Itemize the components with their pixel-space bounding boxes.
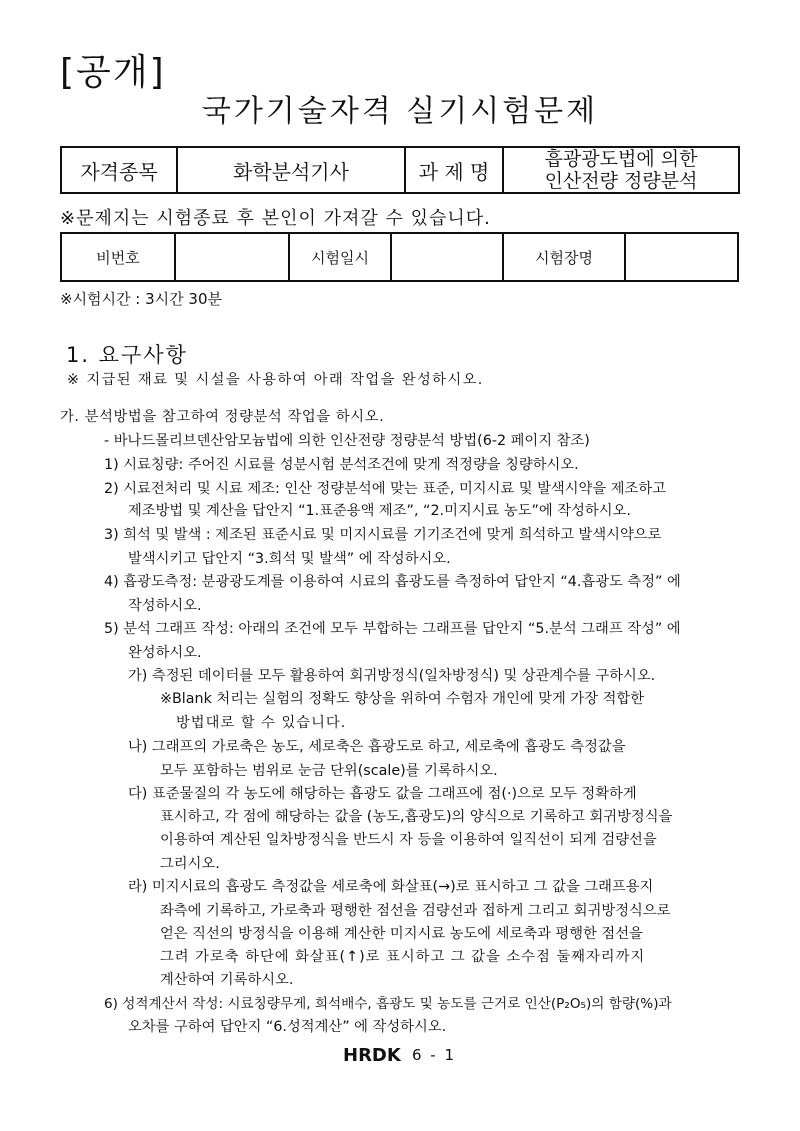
number-label: 비번호 [61,233,175,281]
instruction-line: 5) 분석 그래프 작성: 아래의 조건에 모두 부합하는 그래프를 답안지 “5.분석 그래프 작성” 에 [104,621,681,637]
task-value-line2: 인산전량 정량분석 [544,170,698,192]
instruction-line: 계산하여 기록하시오. [160,972,294,988]
instruction-line: 이용하여 계산된 일차방정식을 반드시 자 등을 이용하여 일직선이 되게 검량선을 [160,832,657,848]
instruction-line: ※ 지급된 재료 및 시설을 사용하여 아래 작업을 완성하시오. [67,372,484,388]
instruction-line: 그려 가로축 하단에 화살표(↑)로 표시하고 그 값을 소수점 둘째자리까지 [160,949,646,965]
instruction-line: 좌측에 기록하고, 가로축과 평행한 점선을 검량선과 접하게 그리고 회귀방정식으로 [160,903,671,919]
task-value-line1: 흡광광도법에 의한 [544,148,698,170]
instruction-line: 방법대로 할 수 있습니다. [176,715,347,731]
page-number: 6 - 1 [412,1046,457,1064]
instruction-line: 발색시키고 답안지 “3.희석 및 발색” 에 작성하시오. [128,551,451,567]
instruction-line: 그리시오. [160,856,220,872]
instruction-line: 얻은 직선의 방정식을 이용해 계산한 미지시료 농도에 세로축과 평행한 점선을 [160,926,643,942]
instruction-line: 6) 성적계산서 작성: 시료칭량무게, 희석배수, 흡광도 및 농도를 근거로 인산(P₂O₅)의 함량(%)과 [104,996,672,1012]
instruction-line: 1) 시료칭량: 주어진 시료를 성분시험 분석조건에 맞게 적정량을 칭량하시오. [104,457,579,473]
instruction-line: 작성하시오. [128,598,202,614]
date-label: 시험일시 [289,233,391,281]
section-title: 1. 요구사항 [66,343,188,367]
instruction-line: 4) 흡광도측정: 분광광도계를 이용하여 시료의 흡광도를 측정하여 답안지 “4.흡광도 측정” 에 [104,574,681,590]
field-label: 자격종목 [61,147,177,193]
header-tag: [공개] [60,52,166,93]
page-title: 국가기술자격 실기시험문제 [201,94,599,129]
instruction-line: - 바나드몰리브덴산암모늄법에 의한 인산전량 정량분석 방법(6-2 페이지 참조) [104,433,590,449]
instruction-line: 표시하고, 각 점에 해당하는 값을 (농도,흡광도)의 양식으로 기록하고 회귀방정식을 [160,809,673,825]
instruction-line: 완성하시오. [128,645,202,661]
instruction-line: 오차를 구하여 답안지 “6.성적계산” 에 작성하시오. [128,1019,447,1035]
instruction-line: 제조방법 및 계산을 답안지 “1.표준용액 제조”, “2.미지시료 농도”에 작성하시오. [128,503,631,519]
instruction-line: ※Blank 처리는 실험의 정확도 향상을 위하여 수험자 개인에 맞게 가장 적합한 [160,691,645,707]
instruction-line: 나) 그래프의 가로축은 농도, 세로축은 흡광도로 하고, 세로축에 흡광도 측정값을 [128,739,626,755]
field-value: 화학분석기사 [177,147,405,193]
instruction-line: 모두 포함하는 범위로 눈금 단위(scale)를 기록하시오. [160,763,498,779]
notice-text: ※문제지는 시험종료 후 본인이 가져갈 수 있습니다. [60,208,491,229]
instruction-line: 라) 미지시료의 흡광도 측정값을 세로축에 화살표(→)로 표시하고 그 값을 그래프용지 [128,879,654,895]
place-label: 시험장명 [503,233,625,281]
instruction-line: 3) 희석 및 발색 : 제조된 표준시료 및 미지시료를 기기조건에 맞게 희석하고 발색시약으로 [104,527,662,543]
instruction-line: 2) 시료전처리 및 시료 제조: 인산 정량분석에 맞는 표준, 미지시료 및 발색시약을 제조하고 [104,481,666,497]
instruction-line: 다) 표준물질의 각 농도에 해당하는 흡광도 값을 그래프에 점(·)으로 모두 정확하게 [128,786,637,802]
task-label: 과 제 명 [405,147,503,193]
hrdk-logo: HRDK [343,1045,401,1066]
instruction-line: 가) 측정된 데이터를 모두 활용하여 회귀방정식(일차방정식) 및 상관계수를 구하시오. [128,668,656,684]
exam-time: ※시험시간 : 3시간 30분 [60,290,222,308]
instruction-line: 가. 분석방법을 참고하여 정량분석 작업을 하시오. [60,409,385,425]
